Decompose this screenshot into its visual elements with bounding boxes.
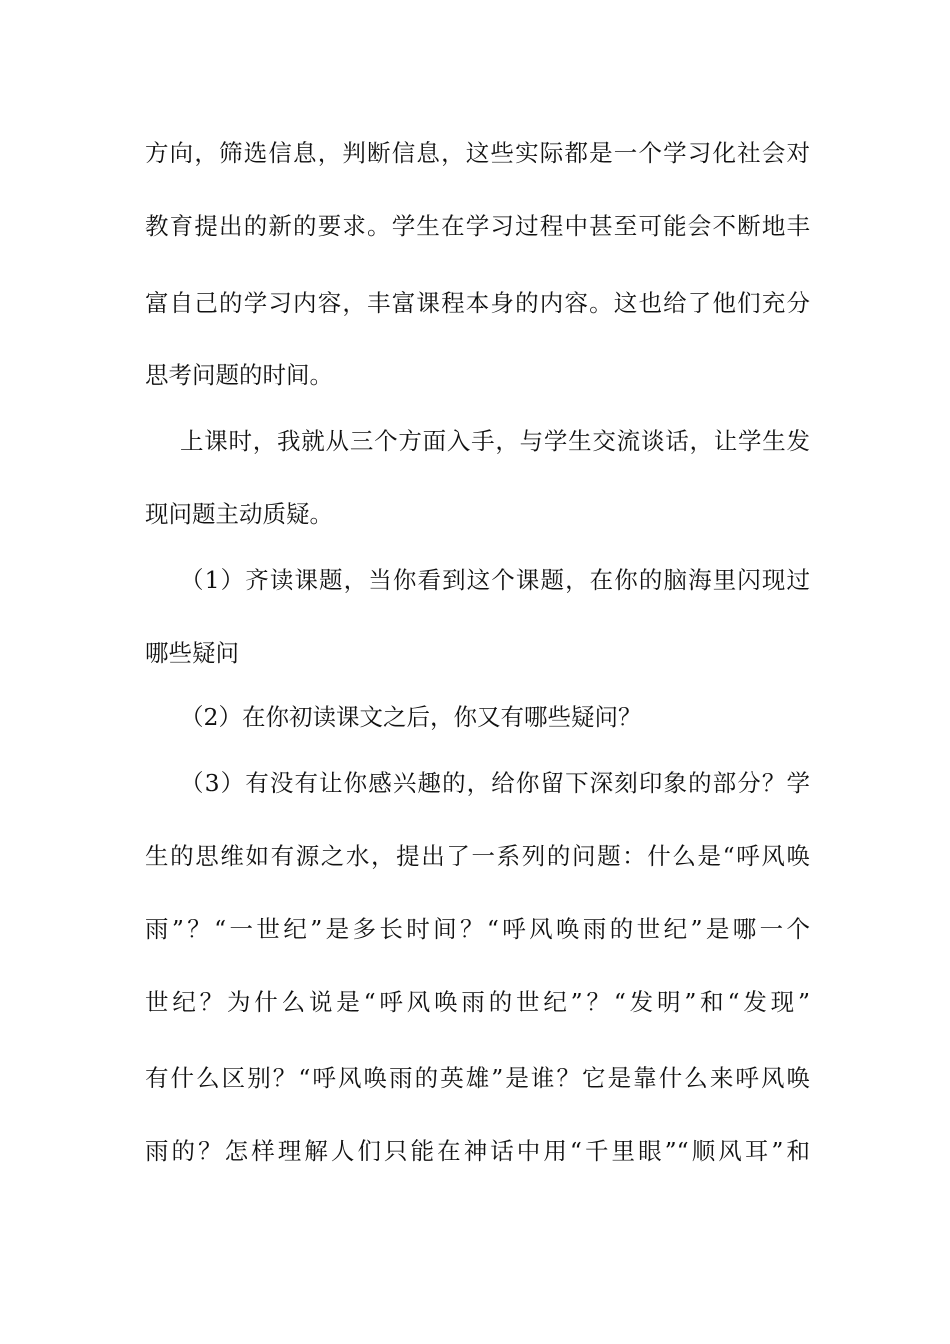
text-line-6: 现问题主动质疑。	[145, 500, 333, 528]
text-line-5: 上课时，我就从三个方面入手，与学生交流谈话，让学生发	[180, 427, 810, 455]
text-line-8: 哪些疑问	[145, 639, 239, 667]
text-line-3: 富自己的学习内容，丰富课程本身的内容。这也给了他们充分	[145, 289, 810, 317]
text-line-12: 雨”？“一世纪”是多长时间？“呼风唤雨的世纪”是哪一个	[145, 915, 810, 943]
text-line-11: 生的思维如有源之水，提出了一系列的问题：什么是“呼风唤	[145, 842, 810, 870]
text-line-15: 雨的？怎样理解人们只能在神话中用“千里眼”“顺风耳”和	[145, 1137, 810, 1165]
text-line-1: 方向，筛选信息，判断信息，这些实际都是一个学习化社会对	[145, 139, 810, 167]
text-line-13: 世纪？为什么说是“呼风唤雨的世纪”？“发明”和“发现”	[145, 988, 810, 1016]
text-line-9: （2）在你初读课文之后，你又有哪些疑问？	[180, 703, 642, 731]
text-line-14: 有什么区别？“呼风唤雨的英雄”是谁？它是靠什么来呼风唤	[145, 1064, 810, 1092]
text-line-10: （3）有没有让你感兴趣的，给你留下深刻印象的部分？学	[180, 769, 810, 797]
text-line-4: 思考问题的时间。	[145, 361, 333, 389]
text-line-7: （1）齐读课题，当你看到这个课题，在你的脑海里闪现过	[180, 566, 810, 594]
text-line-2: 教育提出的新的要求。学生在学习过程中甚至可能会不断地丰	[145, 212, 810, 240]
